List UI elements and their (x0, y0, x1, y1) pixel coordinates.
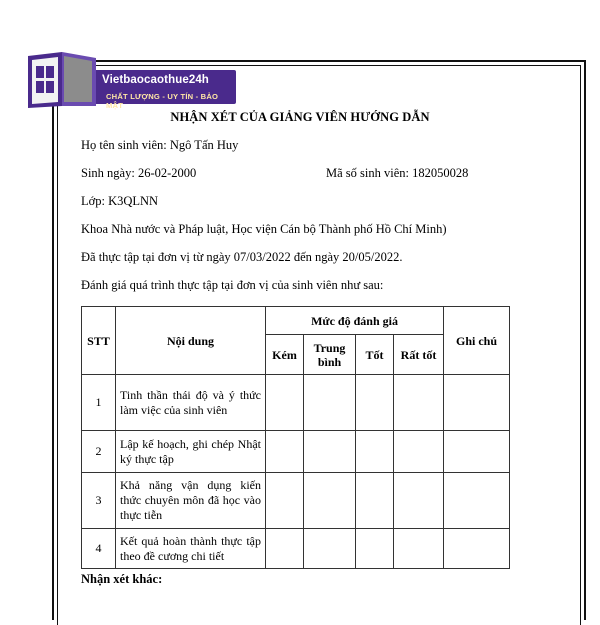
row-content: Lập kế hoạch, ghi chép Nhật ký thực tập (116, 431, 266, 473)
header-average: Trung bình (304, 335, 356, 375)
cell-notes (444, 375, 510, 431)
cell-notes (444, 431, 510, 473)
cell-weak (266, 375, 304, 431)
cell-average (304, 473, 356, 529)
other-comments-label: Nhận xét khác: (81, 572, 163, 586)
row-stt: 4 (82, 529, 116, 569)
student-id: Mã số sinh viên: 182050028 (326, 166, 469, 180)
cell-notes (444, 473, 510, 529)
cell-weak (266, 529, 304, 569)
internship-period: Đã thực tập tại đơn vị từ ngày 07/03/2022 đến ngày 20/05/2022. (81, 250, 403, 264)
cell-very-good (394, 375, 444, 431)
faculty: Khoa Nhà nước và Pháp luật, Học viện Cán bộ Thành phố Hồ Chí Minh) (81, 222, 447, 236)
row-stt: 3 (82, 473, 116, 529)
header-weak: Kém (266, 335, 304, 375)
cell-weak (266, 431, 304, 473)
row-content: Kết quả hoàn thành thực tập theo đề cương chi tiết (116, 529, 266, 569)
document-title: NHẬN XÉT CỦA GIẢNG VIÊN HƯỚNG DẪN (170, 110, 430, 124)
evaluation-intro: Đánh giá quá trình thực tập tại đơn vị của sinh viên như sau: (81, 278, 384, 292)
header-very-good: Rất tốt (394, 335, 444, 375)
table-row (82, 375, 510, 431)
cell-average (304, 375, 356, 431)
header-good: Tốt (356, 335, 394, 375)
cell-weak (266, 473, 304, 529)
class-name: Lớp: K3QLNN (81, 194, 159, 208)
table-row (82, 431, 510, 473)
header-level: Mức độ đánh giá (266, 307, 444, 335)
watermark-logo (22, 50, 222, 110)
table-row (82, 529, 510, 569)
row-content: Tinh thần thái độ và ý thức làm việc của sinh viên (116, 375, 266, 431)
student-name: Họ tên sinh viên: Ngô Tấn Huy (81, 138, 239, 152)
cell-notes (444, 529, 510, 569)
cell-very-good (394, 473, 444, 529)
evaluation-table (81, 306, 510, 569)
table-row (82, 473, 510, 529)
birth-date: Sinh ngày: 26-02-2000 (81, 166, 197, 180)
cell-very-good (394, 431, 444, 473)
cell-good (356, 431, 394, 473)
header-stt: STT (82, 307, 116, 375)
cell-good (356, 473, 394, 529)
cell-good (356, 529, 394, 569)
cell-average (304, 529, 356, 569)
book-icon (22, 50, 102, 110)
header-content: Nội dung (116, 307, 266, 375)
cell-average (304, 431, 356, 473)
cell-good (356, 375, 394, 431)
row-stt: 1 (82, 375, 116, 431)
header-notes: Ghi chú (444, 307, 510, 375)
logo-tagline: CHẤT LƯỢNG - UY TÍN - BẢO MẬT (106, 92, 219, 110)
row-stt: 2 (82, 431, 116, 473)
cell-very-good (394, 529, 444, 569)
logo-title: Vietbaocaothue24h (102, 74, 209, 86)
row-content: Khả năng vận dụng kiến thức chuyên môn đã học vào thực tiễn (116, 473, 266, 529)
